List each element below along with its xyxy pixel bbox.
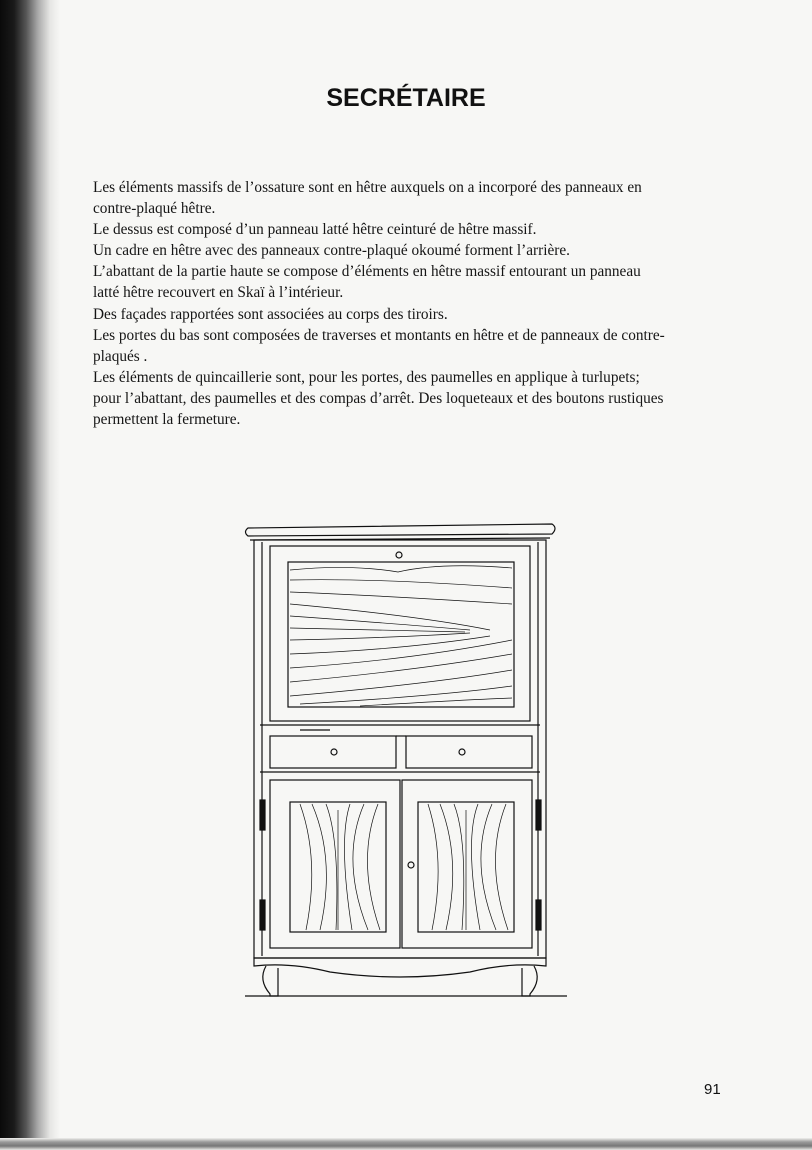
text-line: Les éléments massifs de l’ossature sont en hêtre auxquels on a incorporé des panneaux en (93, 179, 642, 196)
apron (254, 958, 546, 977)
knob-icon (331, 749, 337, 755)
text-line: contre-plaqué hêtre. (93, 200, 216, 218)
text-line: latté hêtre recouvert en Skaï à l’intérieur. (93, 284, 344, 302)
page-number: 91 (704, 1081, 721, 1098)
book-binding-shadow (0, 0, 60, 1150)
text-line: permettent la fermeture. (93, 411, 241, 429)
door-right (402, 780, 532, 948)
text-line: pour l’abattant, des paumelles et des compas d’arrêt. Des loqueteaux et des boutons rustiques (93, 389, 664, 407)
secretaire-drawing (240, 520, 580, 1010)
text-line: Les portes du bas sont composées de traverses et montants en hêtre et de panneaux de contre- (93, 326, 665, 344)
text-line: Un cadre en hêtre avec des panneaux contre-plaqué okoumé forment l’arrière. (93, 242, 570, 260)
text-line: plaqués . (93, 347, 148, 365)
keyhole-icon (408, 862, 414, 868)
page-bottom-edge (0, 1138, 812, 1150)
text-line: Les éléments de quincaillerie sont, pour les portes, des paumelles en applique à turlupets; (93, 368, 640, 386)
wood-grain-fallfront (290, 566, 512, 706)
description-paragraph (93, 177, 665, 430)
wood-grain-doors (300, 804, 508, 930)
text-line: Le dessus est composé d’un panneau latté hêtre ceinturé de hêtre massif. (93, 221, 537, 239)
drawer-left (270, 736, 396, 768)
text-line: Des façades rapportées sont associées au corps des tiroirs. (93, 305, 448, 323)
cabinet-top (246, 524, 556, 536)
page-title: SECRÉTAIRE (326, 84, 486, 112)
leg-left (263, 966, 278, 996)
keyhole-icon (396, 552, 402, 558)
text-line: L’abattant de la partie haute se compose d’éléments en hêtre massif entourant un panneau (93, 263, 641, 281)
leg-right (522, 966, 537, 996)
knob-icon (459, 749, 465, 755)
drawer-right (406, 736, 532, 768)
fall-front (270, 546, 530, 721)
